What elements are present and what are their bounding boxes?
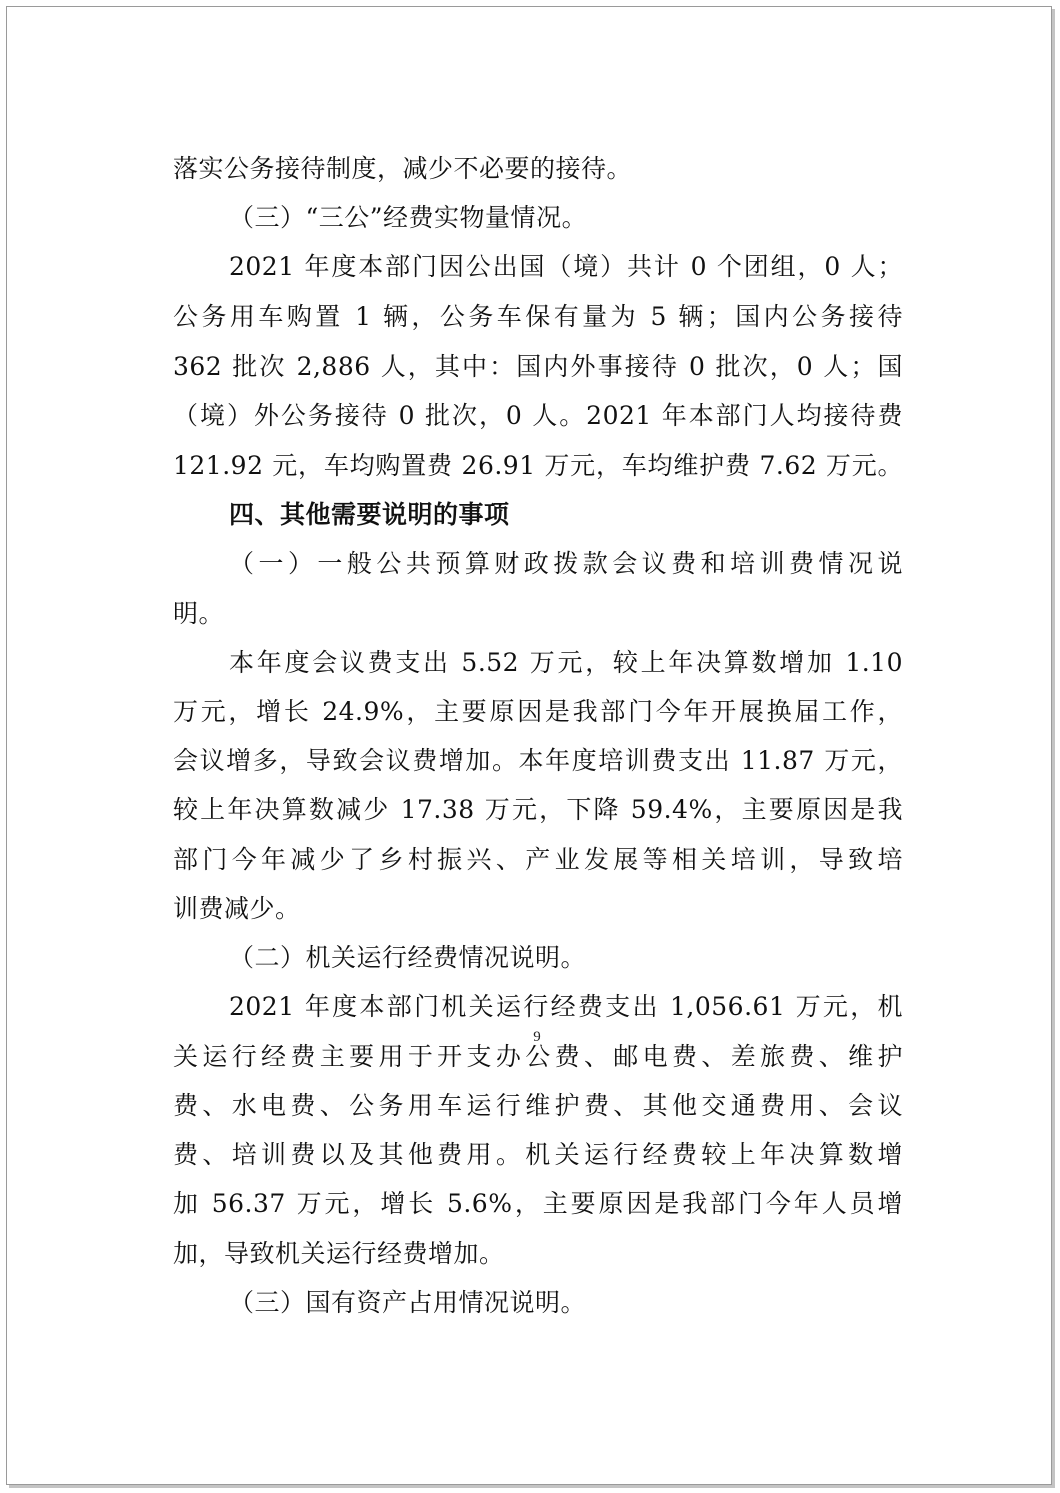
text-line: 费、水电费、公务用车运行维护费、其他交通费用、会议: [173, 1091, 903, 1120]
text-line: 较上年决算数减少 17.38 万元，下降 59.4%，主要原因是我: [173, 795, 903, 824]
text-line: （境）外公务接待 0 批次，0 人。2021 年本部门人均接待费: [173, 401, 903, 430]
subheading: （三）国有资产占用情况说明。: [229, 1288, 587, 1317]
text-line: 121.92 元，车均购置费 26.91 万元，车均维护费 7.62 万元。: [173, 451, 903, 480]
text-line: 2021 年度本部门机关运行经费支出 1,056.61 万元，机: [229, 992, 903, 1021]
text-line: 加 56.37 万元，增长 5.6%，主要原因是我部门今年人员增: [173, 1189, 903, 1218]
text-line: 部门今年减少了乡村振兴、产业发展等相关培训，导致培: [173, 845, 903, 874]
document-page: [6, 6, 1052, 1485]
text-line: 加，导致机关运行经费增加。: [173, 1239, 505, 1268]
text-line: 关运行经费主要用于开支办公费、邮电费、差旅费、维护: [173, 1042, 903, 1071]
text-line: 本年度会议费支出 5.52 万元，较上年决算数增加 1.10: [229, 648, 903, 677]
text-line: 万元，增长 24.9%，主要原因是我部门今年开展换届工作，: [173, 697, 903, 726]
text-line: 落实公务接待制度，减少不必要的接待。: [173, 154, 633, 183]
text-line: 362 批次 2,886 人，其中：国内外事接待 0 批次，0 人；国: [173, 352, 903, 381]
page-number: 9: [533, 1029, 541, 1045]
text-line: 训费减少。: [173, 894, 301, 923]
text-line: 费、培训费以及其他费用。机关运行经费较上年决算数增: [173, 1140, 903, 1169]
subheading: （三）“三公”经费实物量情况。: [229, 203, 588, 232]
text-line: 公务用车购置 1 辆，公务车保有量为 5 辆；国内公务接待: [173, 302, 903, 331]
text-line: 2021 年度本部门因公出国（境）共计 0 个团组，0 人；: [229, 252, 903, 281]
text-line: 明。: [173, 599, 225, 628]
text-line: 会议增多，导致会议费增加。本年度培训费支出 11.87 万元，: [173, 746, 903, 775]
subheading: （二）机关运行经费情况说明。: [229, 943, 587, 972]
subheading: （一）一般公共预算财政拨款会议费和培训费情况说: [229, 549, 903, 578]
section-heading: 四、其他需要说明的事项: [229, 500, 510, 529]
